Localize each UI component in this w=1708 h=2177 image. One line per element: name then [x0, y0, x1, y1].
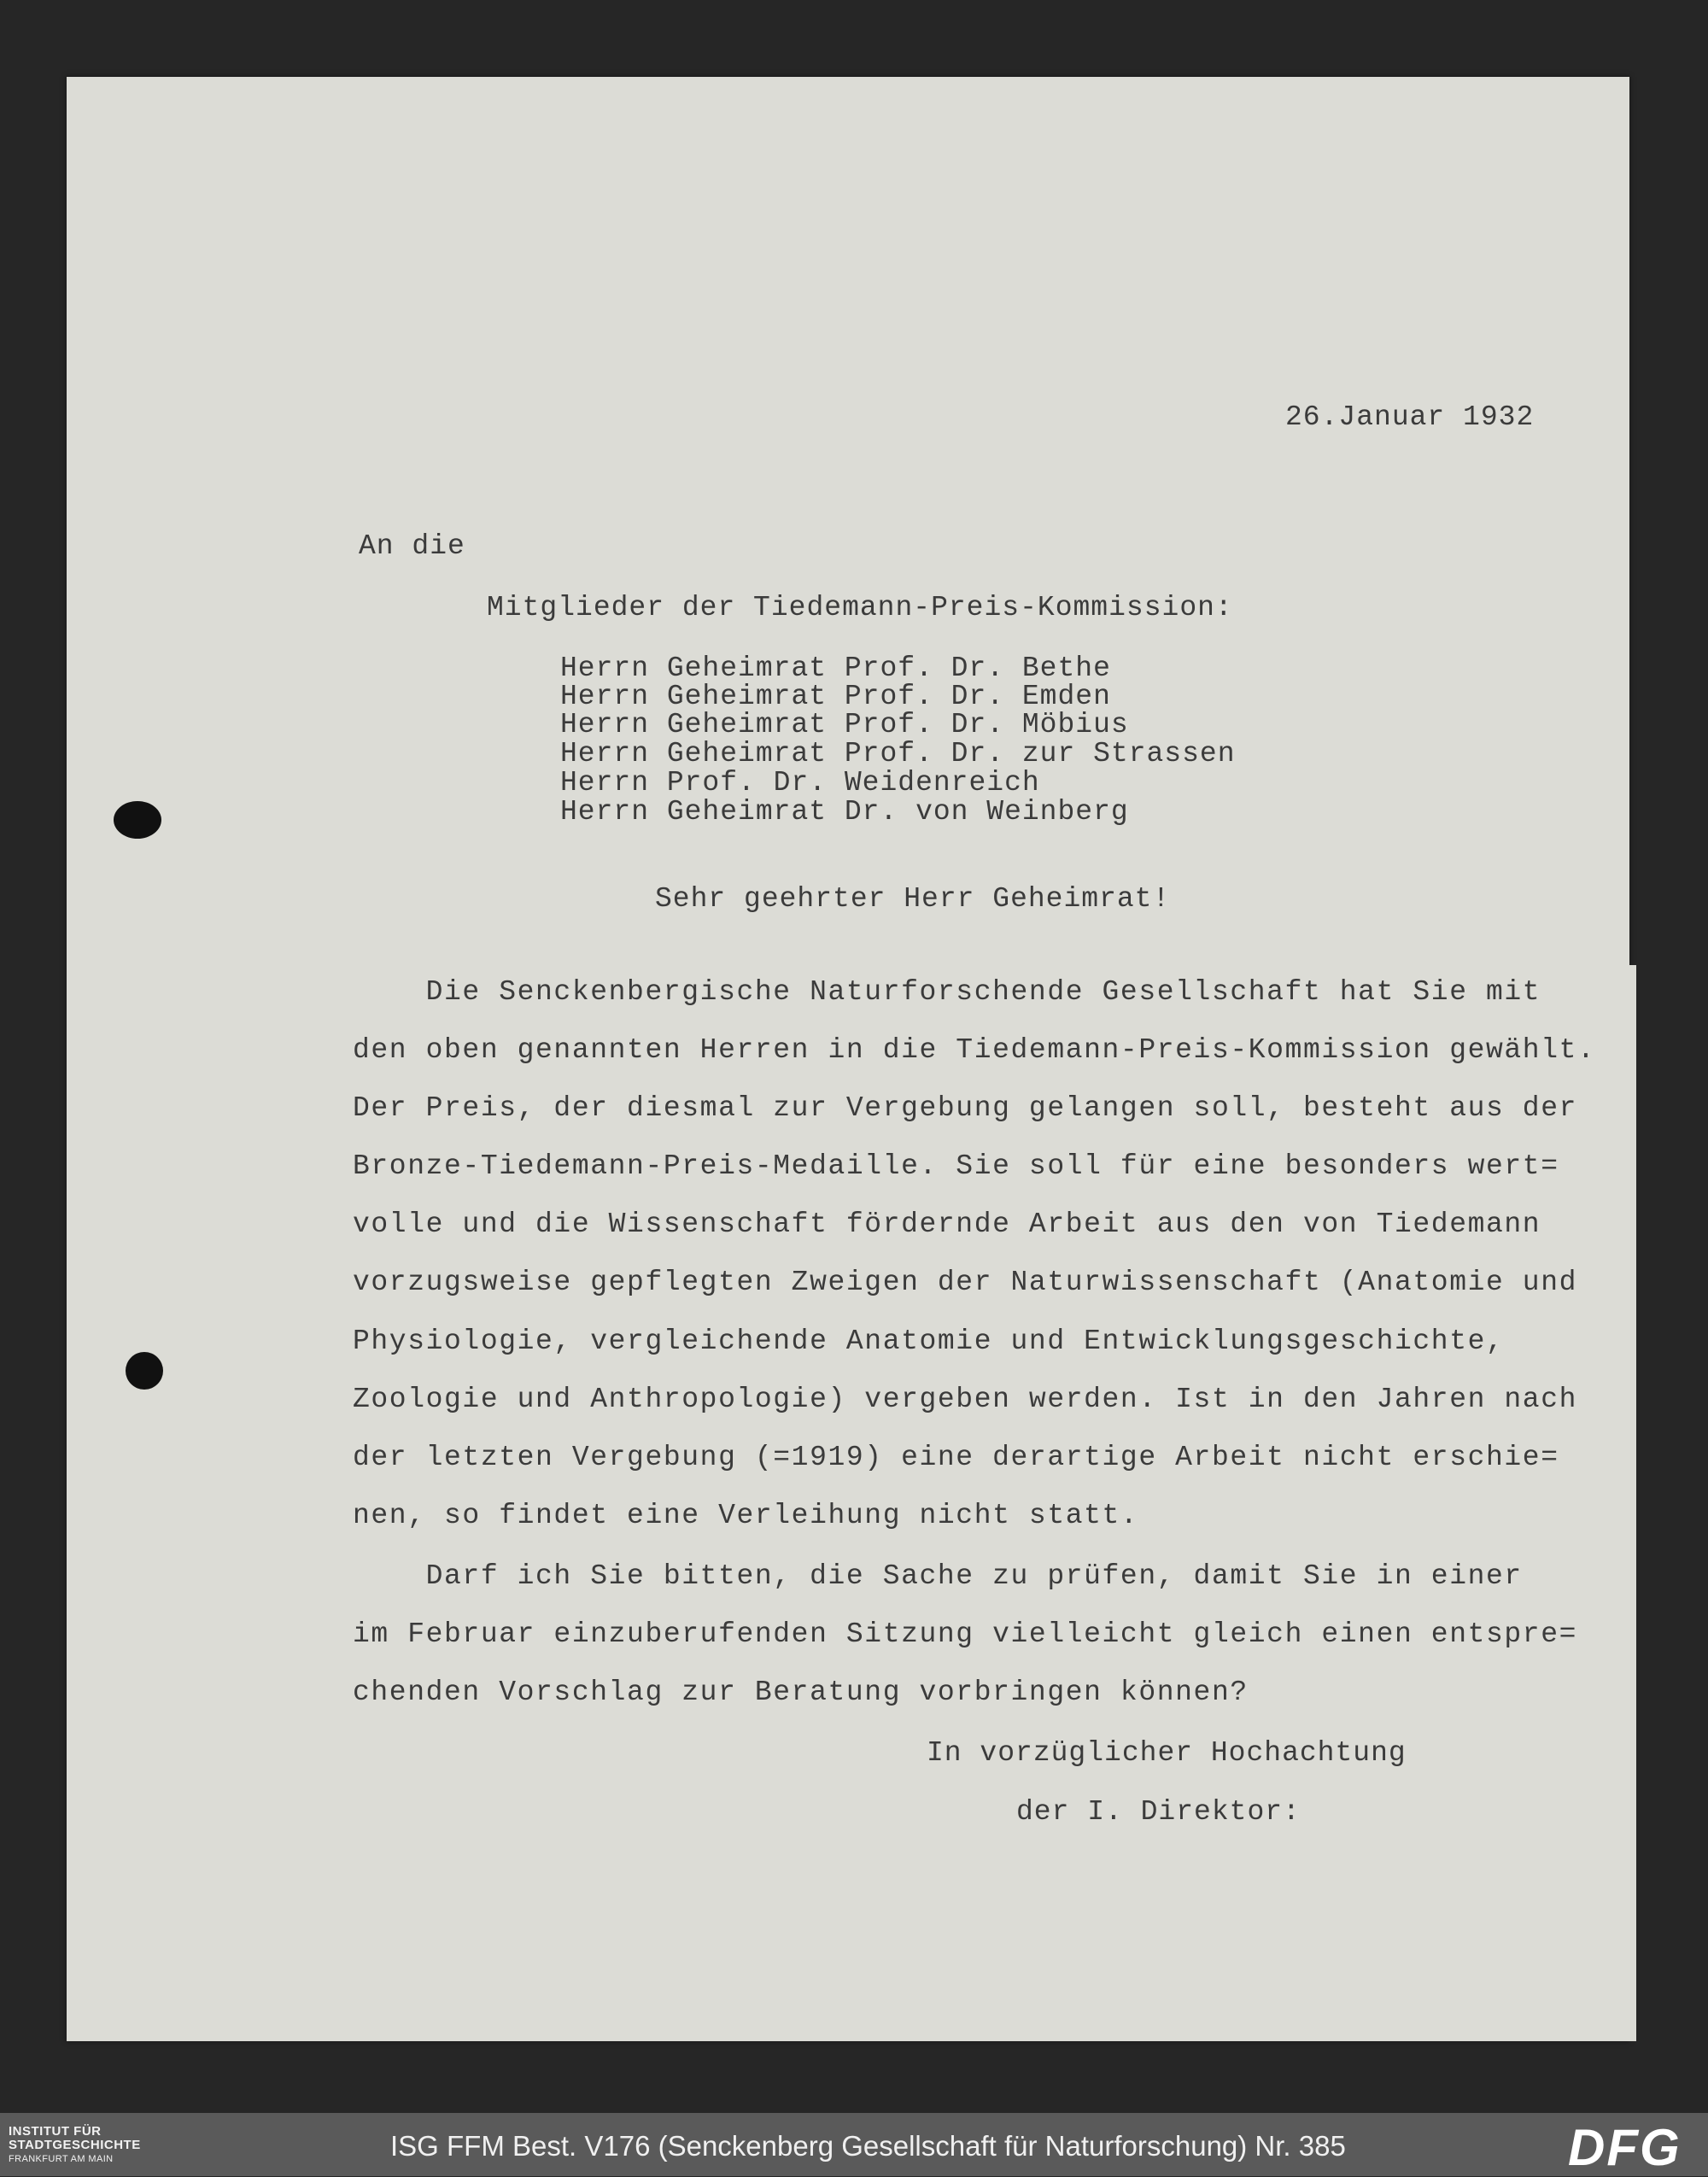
- member-line: Herrn Geheimrat Prof. Dr. Möbius: [560, 709, 1129, 740]
- letter-date: 26.Januar 1932: [1285, 401, 1535, 433]
- archive-caption: ISG FFM Best. V176 (Senckenberg Gesellschaft für Naturforschung) Nr. 385: [390, 2130, 1346, 2162]
- member-line: Herrn Geheimrat Dr. von Weinberg: [560, 796, 1129, 828]
- body-line: nen, so findet eine Verleihung nicht statt.: [353, 1500, 1139, 1531]
- address-line-2: Mitglieder der Tiedemann-Preis-Kommission:: [487, 592, 1233, 623]
- letter-page-edge: [1602, 965, 1636, 2041]
- letter-closing: In vorzüglicher Hochachtung: [927, 1737, 1407, 1769]
- body-line: Darf ich Sie bitten, die Sache zu prüfen, damit Sie in einer: [353, 1560, 1523, 1592]
- body-line: Zoologie und Anthropologie) vergeben werden. Ist in den Jahren nach: [353, 1384, 1578, 1415]
- letter-signature: der I. Direktor:: [1016, 1796, 1301, 1828]
- address-line-1: An die: [359, 530, 465, 562]
- body-line: vorzugsweise gepflegten Zweigen der Naturwissenschaft (Anatomie und: [353, 1267, 1578, 1298]
- member-line: Herrn Geheimrat Prof. Dr. Bethe: [560, 653, 1111, 684]
- institution-logo: [9, 2125, 141, 2166]
- body-line: Physiologie, vergleichende Anatomie und Entwicklungsgeschichte,: [353, 1326, 1505, 1357]
- letter-greeting: Sehr geehrter Herr Geheimrat!: [655, 883, 1171, 915]
- institution-city: FRANKFURT AM MAIN: [9, 2154, 114, 2164]
- dfg-logo: DFG: [1568, 2119, 1682, 2176]
- archive-footer: [0, 2113, 1708, 2176]
- punch-hole-bottom: [126, 1352, 163, 1390]
- body-line: Der Preis, der diesmal zur Vergebung gelangen soll, besteht aus der: [353, 1092, 1578, 1124]
- body-line: der letzten Vergebung (=1919) eine derartige Arbeit nicht erschie=: [353, 1442, 1559, 1473]
- institution-name-line: INSTITUT FÜR: [9, 2124, 102, 2139]
- body-line: chenden Vorschlag zur Beratung vorbringen können?: [353, 1677, 1249, 1708]
- body-line: im Februar einzuberufenden Sitzung vielleicht gleich einen entspre=: [353, 1618, 1578, 1650]
- member-line: Herrn Prof. Dr. Weidenreich: [560, 767, 1040, 799]
- member-line: Herrn Geheimrat Prof. Dr. Emden: [560, 681, 1111, 712]
- member-line: Herrn Geheimrat Prof. Dr. zur Strassen: [560, 738, 1236, 770]
- institution-name-line: STADTGESCHICHTE: [9, 2138, 141, 2152]
- body-line: Die Senckenbergische Naturforschende Gesellschaft hat Sie mit: [353, 976, 1541, 1008]
- punch-hole-top: [114, 801, 161, 839]
- body-line: Bronze-Tiedemann-Preis-Medaille. Sie soll für eine besonders wert=: [353, 1150, 1559, 1182]
- body-line: den oben genannten Herren in die Tiedemann-Preis-Kommission gewählt.: [353, 1034, 1596, 1066]
- body-line: volle und die Wissenschaft fördernde Arbeit aus den von Tiedemann: [353, 1208, 1541, 1240]
